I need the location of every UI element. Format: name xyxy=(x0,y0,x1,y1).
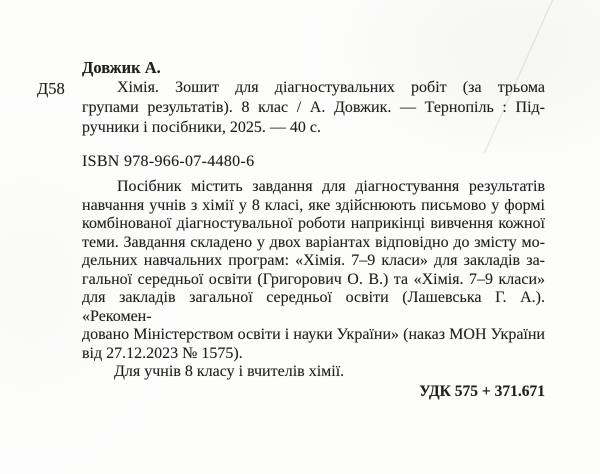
annotation-line: гальної середньої освіти (Григорович О. В.) та «Хімія. 7–9 класи» xyxy=(82,270,545,288)
bibliographic-record-line: Хімія. Зошит для діагностувальних робіт (за трьома xyxy=(117,79,545,96)
bibliographic-record-line: групами результатів). 8 клас / А. Довжик. — Тернопіль : Під- xyxy=(82,99,545,116)
classification-code: Д58 xyxy=(37,79,65,98)
annotation-line: Посібник містить завдання для діагностування результатів xyxy=(117,178,545,195)
annotation-line: від 27.12.2023 № 1575). xyxy=(82,344,243,362)
bibliographic-record-line: ручники і посібники, 2025. — 40 с. xyxy=(82,119,321,136)
audience-line: Для учнів 8 класу і вчителів хімії. xyxy=(114,363,345,380)
annotation-paragraph xyxy=(82,178,545,363)
annotation-line: дельних навчальних програм: «Хімія. 7–9 класи» для закладів за- xyxy=(82,252,545,269)
udc-index: УДК 575 + 371.671 xyxy=(419,382,545,400)
bibliographic-record xyxy=(82,78,545,138)
annotation-line: теми. Завдання складено у двох варіантах відповідно до змісту мо- xyxy=(82,233,545,251)
isbn-line: ISBN 978-966-07-4480-6 xyxy=(82,153,255,170)
annotation-line: для закладів загальної середньої освіти (Лашевська Г. А.). «Рекомен- xyxy=(82,289,545,325)
annotation-line: комбінованої діагностувальної роботи наприкінці вивчення кожної xyxy=(82,215,545,232)
annotation-line: навчання учнів з хімії у 8 класі, яке здійснюють письмово у формі xyxy=(82,196,545,214)
annotation-line: довано Міністерством освіти і науки України» (наказ МОН України xyxy=(82,326,545,343)
author-heading: Довжик А. xyxy=(82,58,161,77)
